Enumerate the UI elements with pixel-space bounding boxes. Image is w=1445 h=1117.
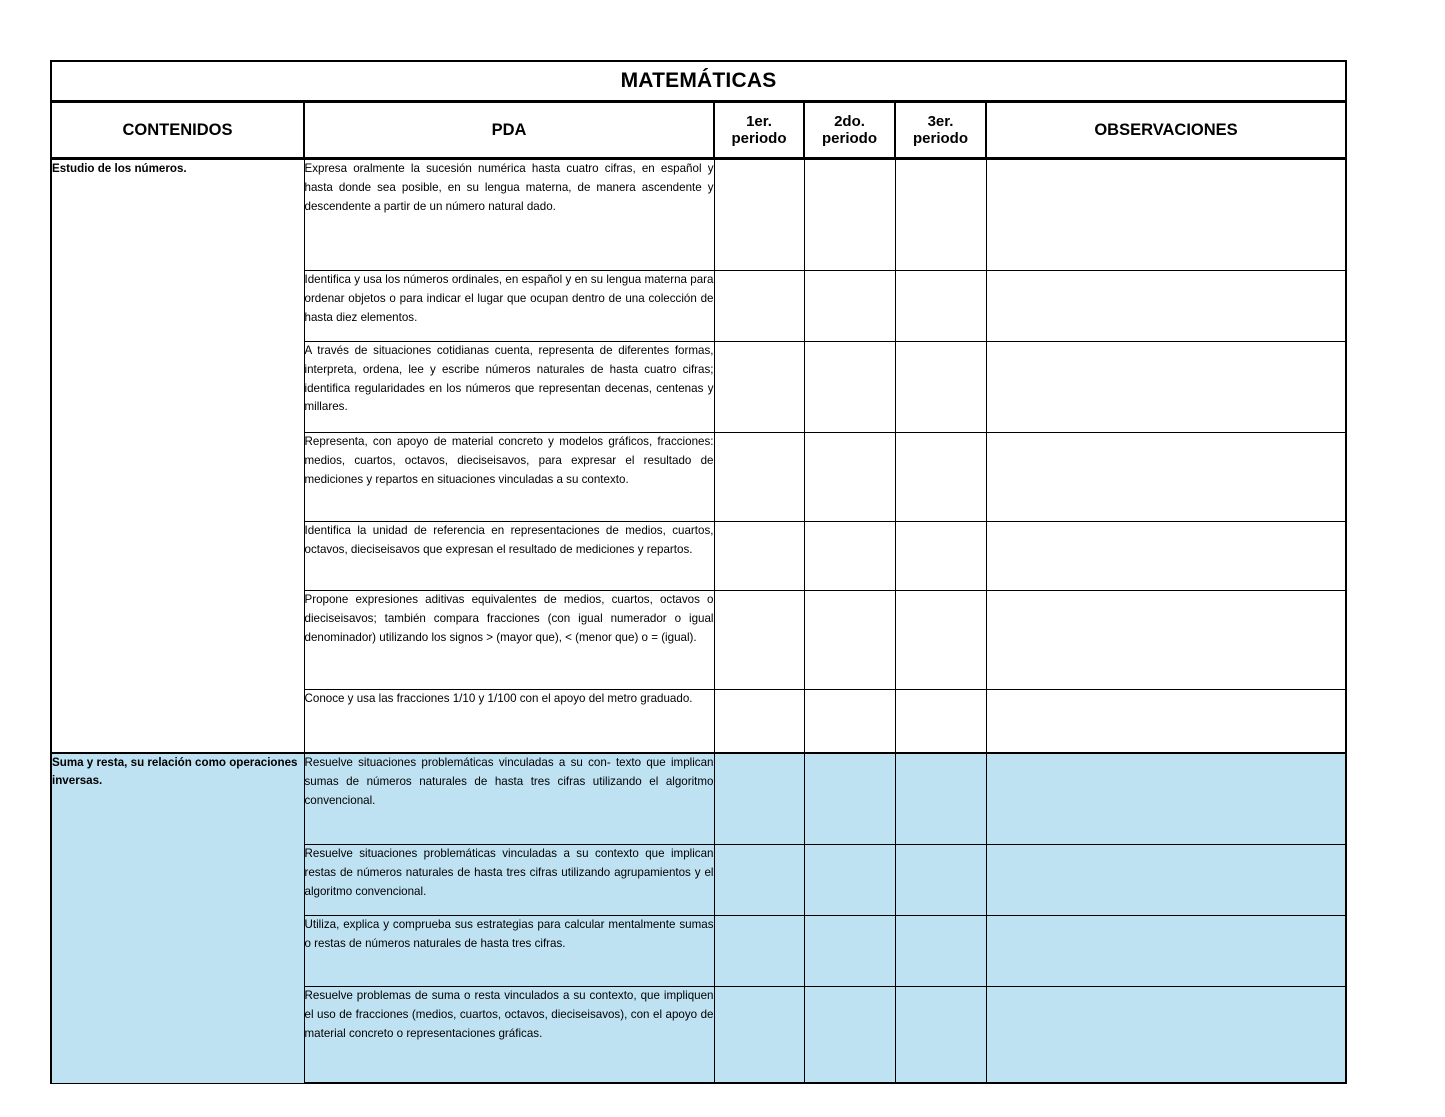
column-header-periodo-1-line1: 1er. — [746, 112, 772, 130]
periodo-3-mark[interactable] — [895, 987, 986, 1084]
column-header-periodo-3 — [895, 102, 986, 159]
table-title-row — [51, 61, 1346, 102]
periodo-1-mark[interactable] — [714, 987, 804, 1084]
periodo-1-mark[interactable] — [714, 271, 804, 342]
observaciones-field[interactable] — [986, 433, 1346, 522]
observaciones-field[interactable] — [986, 159, 1346, 271]
column-header-periodo-2-line1: 2do. — [834, 112, 865, 130]
periodo-1-mark[interactable] — [714, 916, 804, 987]
pda-text: Utiliza, explica y comprueba sus estrategias para calcular mentalmente sumas o restas de números naturales de hasta tres cifras. — [304, 916, 714, 987]
table-header-row — [51, 102, 1346, 159]
periodo-1-mark[interactable] — [714, 433, 804, 522]
column-header-pda: PDA — [304, 102, 714, 159]
observaciones-field[interactable] — [986, 271, 1346, 342]
periodo-2-mark[interactable] — [804, 591, 895, 690]
observaciones-field[interactable] — [986, 522, 1346, 591]
observaciones-field[interactable] — [986, 916, 1346, 987]
periodo-3-mark[interactable] — [895, 845, 986, 916]
observaciones-field[interactable] — [986, 987, 1346, 1084]
planning-table — [50, 60, 1347, 1084]
periodo-3-mark[interactable] — [895, 159, 986, 271]
planning-sheet — [50, 60, 1345, 1084]
observaciones-field[interactable] — [986, 342, 1346, 433]
periodo-2-mark[interactable] — [804, 845, 895, 916]
observaciones-field[interactable] — [986, 845, 1346, 916]
periodo-3-mark[interactable] — [895, 342, 986, 433]
periodo-1-mark[interactable] — [714, 753, 804, 845]
pda-text: Conoce y usa las fracciones 1/10 y 1/100 con el apoyo del metro graduado. — [304, 690, 714, 754]
pda-text: Expresa oralmente la sucesión numérica hasta cuatro cifras, en español y hasta donde sea posible, en su lengua materna, de manera ascendente y descendente a partir de un número natural dado. — [304, 159, 714, 271]
periodo-2-mark[interactable] — [804, 342, 895, 433]
table-row — [51, 159, 1346, 271]
observaciones-field[interactable] — [986, 753, 1346, 845]
periodo-2-mark[interactable] — [804, 433, 895, 522]
periodo-3-mark[interactable] — [895, 690, 986, 754]
column-header-periodo-1-line2: periodo — [731, 130, 787, 147]
subject-title: MATEMÁTICAS — [51, 61, 1346, 102]
periodo-1-mark[interactable] — [714, 159, 804, 271]
pda-text: Resuelve situaciones problemáticas vinculadas a su contexto que implican restas de números naturales de hasta tres cifras utilizando agrupamientos y el algoritmo convencional. — [304, 845, 714, 916]
contenido-label-suma-y-resta: Suma y resta, su relación como operaciones inversas. — [51, 753, 304, 1083]
periodo-2-mark[interactable] — [804, 271, 895, 342]
periodo-1-mark[interactable] — [714, 690, 804, 754]
periodo-1-mark[interactable] — [714, 591, 804, 690]
table-row — [51, 753, 1346, 845]
column-header-periodo-1 — [714, 102, 804, 159]
periodo-2-mark[interactable] — [804, 987, 895, 1084]
observaciones-field[interactable] — [986, 690, 1346, 754]
pda-text: Identifica la unidad de referencia en representaciones de medios, cuartos, octavos, dieciseisavos que expresan el resultado de mediciones y repartos. — [304, 522, 714, 591]
periodo-1-mark[interactable] — [714, 522, 804, 591]
periodo-3-mark[interactable] — [895, 916, 986, 987]
periodo-3-mark[interactable] — [895, 433, 986, 522]
periodo-2-mark[interactable] — [804, 916, 895, 987]
pda-text: Identifica y usa los números ordinales, en español y en su lengua materna para ordenar objetos o para indicar el lugar que ocupan dentro de una colección de hasta diez elementos. — [304, 271, 714, 342]
column-header-observaciones: OBSERVACIONES — [986, 102, 1346, 159]
column-header-contenidos: CONTENIDOS — [51, 102, 304, 159]
observaciones-field[interactable] — [986, 591, 1346, 690]
column-header-periodo-3-line1: 3er. — [927, 112, 954, 130]
periodo-3-mark[interactable] — [895, 753, 986, 845]
periodo-3-mark[interactable] — [895, 591, 986, 690]
periodo-3-mark[interactable] — [895, 271, 986, 342]
pda-text: A través de situaciones cotidianas cuenta, representa de diferentes formas, interpreta, ordena, lee y escribe números naturales de hasta cuatro cifras; identifica regularidades en los números que representan decenas, centenas y millares. — [304, 342, 714, 433]
column-header-periodo-2 — [804, 102, 895, 159]
pda-text: Resuelve situaciones problemáticas vinculadas a su con- texto que implican sumas de números naturales de hasta tres cifras utilizando el algoritmo convencional. — [304, 753, 714, 845]
periodo-3-mark[interactable] — [895, 522, 986, 591]
pda-text: Resuelve problemas de suma o resta vinculados a su contexto, que impliquen el uso de fracciones (medios, cuartos, octavos, dieciseisavos), con el apoyo de material concreto o representaciones gráficas. — [304, 987, 714, 1084]
contenido-label-estudio-de-los-numeros: Estudio de los números. — [51, 159, 304, 754]
periodo-2-mark[interactable] — [804, 159, 895, 271]
periodo-1-mark[interactable] — [714, 845, 804, 916]
periodo-2-mark[interactable] — [804, 753, 895, 845]
periodo-2-mark[interactable] — [804, 522, 895, 591]
periodo-1-mark[interactable] — [714, 342, 804, 433]
pda-text: Propone expresiones aditivas equivalentes de medios, cuartos, octavos o dieciseisavos; también compara fracciones (con igual numerador o igual denominador) utilizando los signos > (mayor que), < (menor que) o = (igual). — [304, 591, 714, 690]
column-header-periodo-2-line2: periodo — [822, 130, 877, 147]
pda-text: Representa, con apoyo de material concreto y modelos gráficos, fracciones: medios, cuartos, octavos, dieciseisavos, para expresar el resultado de mediciones y repartos en situaciones vinculadas a su contexto. — [304, 433, 714, 522]
periodo-2-mark[interactable] — [804, 690, 895, 754]
column-header-periodo-3-line2: periodo — [913, 130, 968, 147]
